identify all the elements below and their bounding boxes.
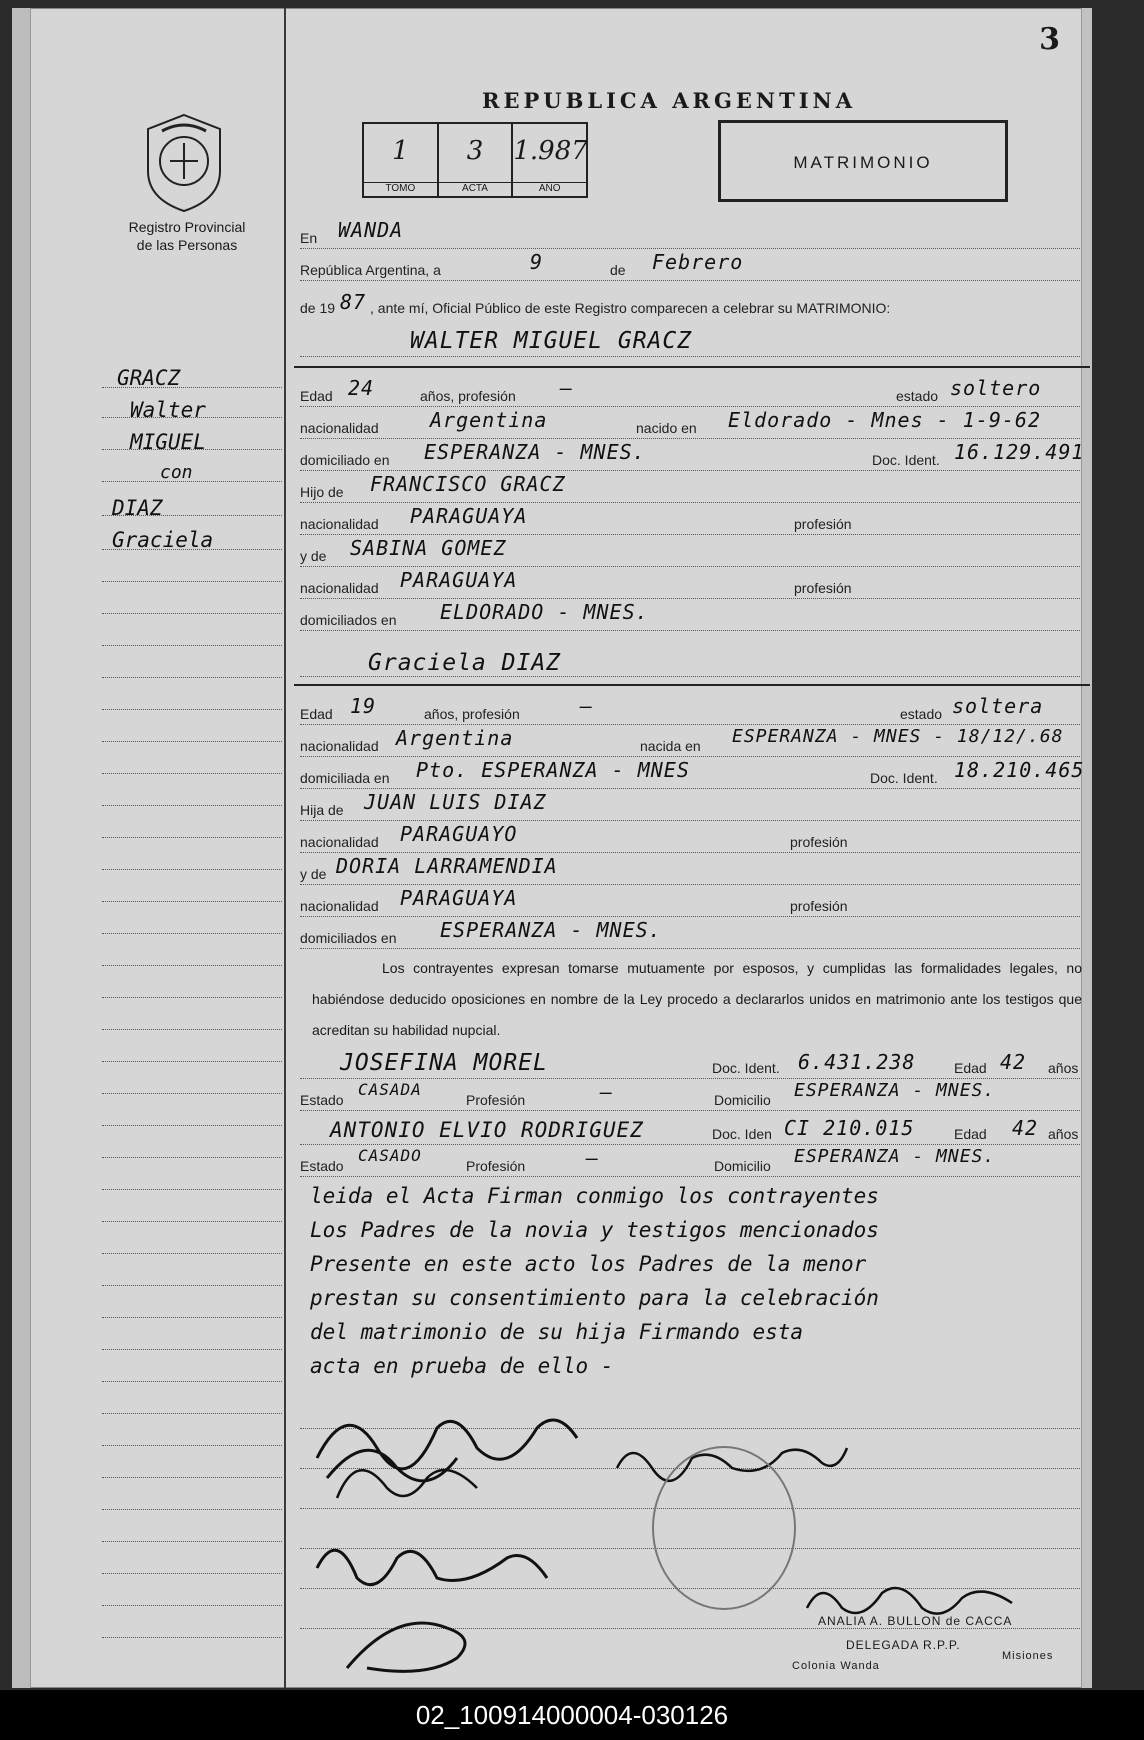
age-label: Edad <box>300 706 333 722</box>
groom-birthplace: Eldorado - Mnes - 1-9-62 <box>728 408 1041 432</box>
groom-father-nat-row <box>300 504 1080 535</box>
bride-doc: 18.210.465 <box>954 758 1085 782</box>
status-label: Estado <box>300 1092 344 1108</box>
bride-dom-row <box>300 758 1085 789</box>
doc-label: Doc. Ident. <box>712 1060 780 1076</box>
witness-1-row <box>300 1042 1080 1079</box>
date-row <box>300 250 1080 281</box>
domicile-label: domiciliado en <box>300 452 390 468</box>
bride-status: soltera <box>952 694 1044 718</box>
margin-surname: GRACZ <box>117 366 181 390</box>
bride-mother: DORIA LARRAMENDIA <box>336 854 558 878</box>
status-label: estado <box>896 388 939 404</box>
bride-father: JUAN LUIS DIAZ <box>364 790 547 814</box>
groom-mother-row <box>300 536 1080 567</box>
domicile-label: domiciliada en <box>300 770 390 786</box>
groom-profession: — <box>560 376 574 400</box>
margin-line <box>102 1156 282 1158</box>
witness-2-name: ANTONIO ELVIO RODRIGUEZ <box>330 1118 644 1142</box>
groom-age: 24 <box>348 376 375 400</box>
margin-line <box>102 1412 282 1414</box>
register-page <box>12 8 1092 1688</box>
margin-line <box>102 1284 282 1286</box>
groom-doc: 16.129.491 <box>954 440 1085 464</box>
profession-label: Profesión <box>466 1092 526 1108</box>
margin-line <box>102 1188 282 1190</box>
note-line-6: acta en prueba de ello - <box>310 1354 614 1378</box>
groom-mother-nationality: PARAGUAYA <box>400 568 518 592</box>
profession-label: profesión <box>790 898 848 914</box>
note-line-4: prestan su consentimiento para la celebración <box>310 1286 879 1310</box>
document-type: MATRIMONIO <box>793 153 933 172</box>
margin-line <box>102 580 282 582</box>
domicile-label: Domicilio <box>714 1092 771 1108</box>
year-prefix: de 19 <box>300 300 336 316</box>
intro-text: , ante mí, Oficial Público de este Registro comparecen a celebrar su MATRIMONIO: <box>370 300 891 316</box>
margin-line <box>102 1476 282 1478</box>
and-of-label: y de <box>300 548 327 564</box>
groom-father-row <box>300 472 1080 503</box>
parents-domicile-label: domiciliados en <box>300 930 397 946</box>
margin-line <box>102 612 282 614</box>
groom-dom-row <box>300 440 1085 471</box>
domicile-label: Domicilio <box>714 1158 771 1174</box>
de-label: de <box>610 262 626 278</box>
bride-father-nat-row <box>300 822 1080 853</box>
nationality-label: nacionalidad <box>300 834 379 850</box>
margin-line <box>102 932 282 934</box>
bride-parents-dom-row <box>300 918 1080 949</box>
margin-con: con <box>160 462 193 483</box>
bride-name-row <box>300 638 1080 677</box>
witness-2-status: CASADO <box>358 1146 422 1165</box>
image-caption: 02_100914000004-030126 <box>415 1700 729 1730</box>
official-place-left: Colonia Wanda <box>792 1660 880 1672</box>
margin-divider <box>284 8 286 1688</box>
margin-line <box>102 836 282 838</box>
bride-domicile: Pto. ESPERANZA - MNES <box>416 758 690 782</box>
parents-domicile-label: domiciliados en <box>300 612 397 628</box>
margin-line <box>102 1348 282 1350</box>
acta-value: 3 <box>466 136 484 166</box>
nationality-label: nacionalidad <box>300 580 379 596</box>
witness-1-profession: — <box>600 1080 614 1104</box>
age-label: Edad <box>954 1060 987 1076</box>
day-value: 9 <box>530 250 544 274</box>
year-suffix: 87 <box>340 290 367 314</box>
margin-line <box>102 676 282 678</box>
witness-1-detail-row <box>300 1080 1080 1111</box>
registry-label <box>92 218 282 254</box>
witness-1-doc: 6.431.238 <box>798 1050 916 1074</box>
intro-row <box>300 288 1080 318</box>
month-value: Febrero <box>652 250 744 274</box>
margin-line <box>102 1092 282 1094</box>
tomo-value: 1 <box>392 136 409 166</box>
margin-line <box>102 1380 282 1382</box>
status-label: estado <box>900 706 943 722</box>
margin-line <box>102 996 282 998</box>
bride-father-nationality: PARAGUAYO <box>400 822 518 846</box>
bride-parents-domicile: ESPERANZA - MNES. <box>440 918 662 942</box>
witness-1-domicile: ESPERANZA - MNES. <box>794 1080 996 1101</box>
year-label: AÑO <box>513 182 586 194</box>
record-number-box <box>362 122 588 198</box>
margin-line <box>102 740 282 742</box>
and-of-label: y de <box>300 866 327 882</box>
witness-2-profession: — <box>586 1146 600 1170</box>
margin-line <box>102 1636 282 1638</box>
note-line-5: del matrimonio de su hija Firmando esta <box>310 1320 804 1344</box>
margin-line <box>102 1028 282 1030</box>
margin-line <box>102 900 282 902</box>
declaration-paragraph: Los contrayentes expresan tomarse mutuamente por esposos, y cumplidas las formalidades legales, no habiéndose deducido oposiciones en nombre de la Ley procedo a declararlos unidos en matrimonio ante los testigos que acreditan su habilidad nupcial. <box>312 960 1082 1038</box>
groom-domicile: ESPERANZA - MNES. <box>424 440 646 464</box>
groom-name-row <box>300 318 1080 357</box>
margin-line <box>102 1060 282 1062</box>
margin-line <box>102 1444 282 1446</box>
republic-label: República Argentina, a <box>300 262 441 278</box>
bride-mother-nat-row <box>300 886 1080 917</box>
place-row <box>300 218 1080 249</box>
bride-father-row <box>300 790 1080 821</box>
margin-line <box>102 1604 282 1606</box>
profession-label: profesión <box>794 580 852 596</box>
nationality-label: nacionalidad <box>300 420 379 436</box>
margin-line <box>102 644 282 646</box>
bride-mother-row <box>300 854 1080 885</box>
doc-label: Doc. Ident. <box>870 770 938 786</box>
groom-status: soltero <box>950 376 1042 400</box>
margin-line <box>102 1316 282 1318</box>
born-label: nacida en <box>640 738 701 754</box>
official-name: ANALIA A. BULLON de CACCA <box>818 1614 1013 1628</box>
document-type-box <box>718 120 1008 202</box>
witness-2-detail-row <box>300 1146 1080 1177</box>
acta-label: ACTA <box>439 182 512 194</box>
bride-mother-nationality: PARAGUAYA <box>400 886 518 910</box>
age-label: Edad <box>300 388 333 404</box>
section-divider <box>294 366 1090 368</box>
doc-label: Doc. Iden <box>712 1126 772 1142</box>
year-value: 1.987 <box>513 136 588 166</box>
witness-1-age: 42 <box>1000 1050 1027 1074</box>
profession-label: profesión <box>794 516 852 532</box>
en-label: En <box>300 230 318 246</box>
year-cell <box>513 124 586 196</box>
margin-line <box>102 1124 282 1126</box>
caption-bar <box>0 1690 1144 1740</box>
country-title: REPUBLICA ARGENTINA <box>482 88 857 113</box>
groom-nationality: Argentina <box>430 408 548 432</box>
profession-label: años, profesión <box>424 706 520 722</box>
bride-age-row <box>300 694 1080 725</box>
groom-mother-nat-row <box>300 568 1080 599</box>
margin-line <box>102 1508 282 1510</box>
margin-line <box>102 1252 282 1254</box>
age-label: Edad <box>954 1126 987 1142</box>
bride-age: 19 <box>350 694 377 718</box>
profession-label: Profesión <box>466 1158 526 1174</box>
margin-bride-name: Graciela <box>112 528 214 552</box>
nationality-label: nacionalidad <box>300 516 379 532</box>
registry-line-1: Registro Provincial <box>128 219 246 235</box>
note-line-1: leida el Acta Firman conmigo los contrayentes <box>310 1184 879 1208</box>
margin-line <box>102 1540 282 1542</box>
place-value: WANDA <box>338 218 404 242</box>
margin-bride-surname: DIAZ <box>112 496 163 520</box>
margin-first-name: Walter <box>130 398 206 422</box>
years-label: años <box>1048 1060 1079 1076</box>
profession-label: profesión <box>790 834 848 850</box>
groom-father: FRANCISCO GRACZ <box>370 472 566 496</box>
margin-line <box>102 772 282 774</box>
margin-line <box>102 1572 282 1574</box>
witness-2-row <box>300 1110 1080 1145</box>
margin-line <box>102 868 282 870</box>
groom-father-nationality: PARAGUAYA <box>410 504 528 528</box>
tomo-label: TOMO <box>364 182 437 194</box>
witness-1-status: CASADA <box>358 1080 422 1099</box>
groom-nat-row <box>300 408 1080 439</box>
daughter-of-label: Hija de <box>300 802 344 818</box>
section-divider <box>294 684 1090 686</box>
registry-line-2: de las Personas <box>136 237 238 253</box>
margin-middle-name: MIGUEL <box>130 430 206 454</box>
margin-line <box>102 1220 282 1222</box>
groom-parents-dom-row <box>300 600 1080 631</box>
page-number: 3 <box>1039 22 1060 57</box>
margin-line <box>102 964 282 966</box>
acta-cell <box>439 124 514 196</box>
province-seal-icon <box>140 113 228 213</box>
margin-line <box>102 804 282 806</box>
years-label: años <box>1048 1126 1079 1142</box>
official-place-right: Misiones <box>1002 1650 1054 1662</box>
note-line-3: Presente en este acto los Padres de la menor <box>310 1252 867 1276</box>
groom-age-row <box>300 376 1080 407</box>
nationality-label: nacionalidad <box>300 898 379 914</box>
note-line-2: Los Padres de la novia y testigos mencionados <box>310 1218 879 1242</box>
witness-2-age: 42 <box>1012 1116 1039 1140</box>
margin-line <box>102 708 282 710</box>
book-binding <box>12 8 31 1688</box>
witness-1-name: JOSEFINA MOREL <box>340 1050 548 1076</box>
official-stamp <box>652 1446 796 1610</box>
page-edge <box>1081 8 1092 1688</box>
bride-nat-row <box>300 726 1080 757</box>
groom-full-name: WALTER MIGUEL GRACZ <box>410 328 693 354</box>
doc-label: Doc. Ident. <box>872 452 940 468</box>
groom-mother: SABINA GOMEZ <box>350 536 507 560</box>
status-label: Estado <box>300 1158 344 1174</box>
groom-parents-domicile: ELDORADO - MNES. <box>440 600 649 624</box>
bride-full-name: Graciela DIAZ <box>368 650 562 676</box>
tomo-cell <box>364 124 439 196</box>
born-label: nacido en <box>636 420 697 436</box>
profession-label: años, profesión <box>420 388 516 404</box>
bride-nationality: Argentina <box>396 726 514 750</box>
witness-2-domicile: ESPERANZA - MNES. <box>794 1146 996 1167</box>
signatures-drawing <box>307 1388 647 1688</box>
witness-2-doc: CI 210.015 <box>784 1116 915 1140</box>
official-title: DELEGADA R.P.P. <box>846 1638 961 1652</box>
bride-birthplace: ESPERANZA - MNES - 18/12/.68 <box>732 726 1064 747</box>
son-of-label: Hijo de <box>300 484 344 500</box>
bride-profession: — <box>580 694 594 718</box>
nationality-label: nacionalidad <box>300 738 379 754</box>
